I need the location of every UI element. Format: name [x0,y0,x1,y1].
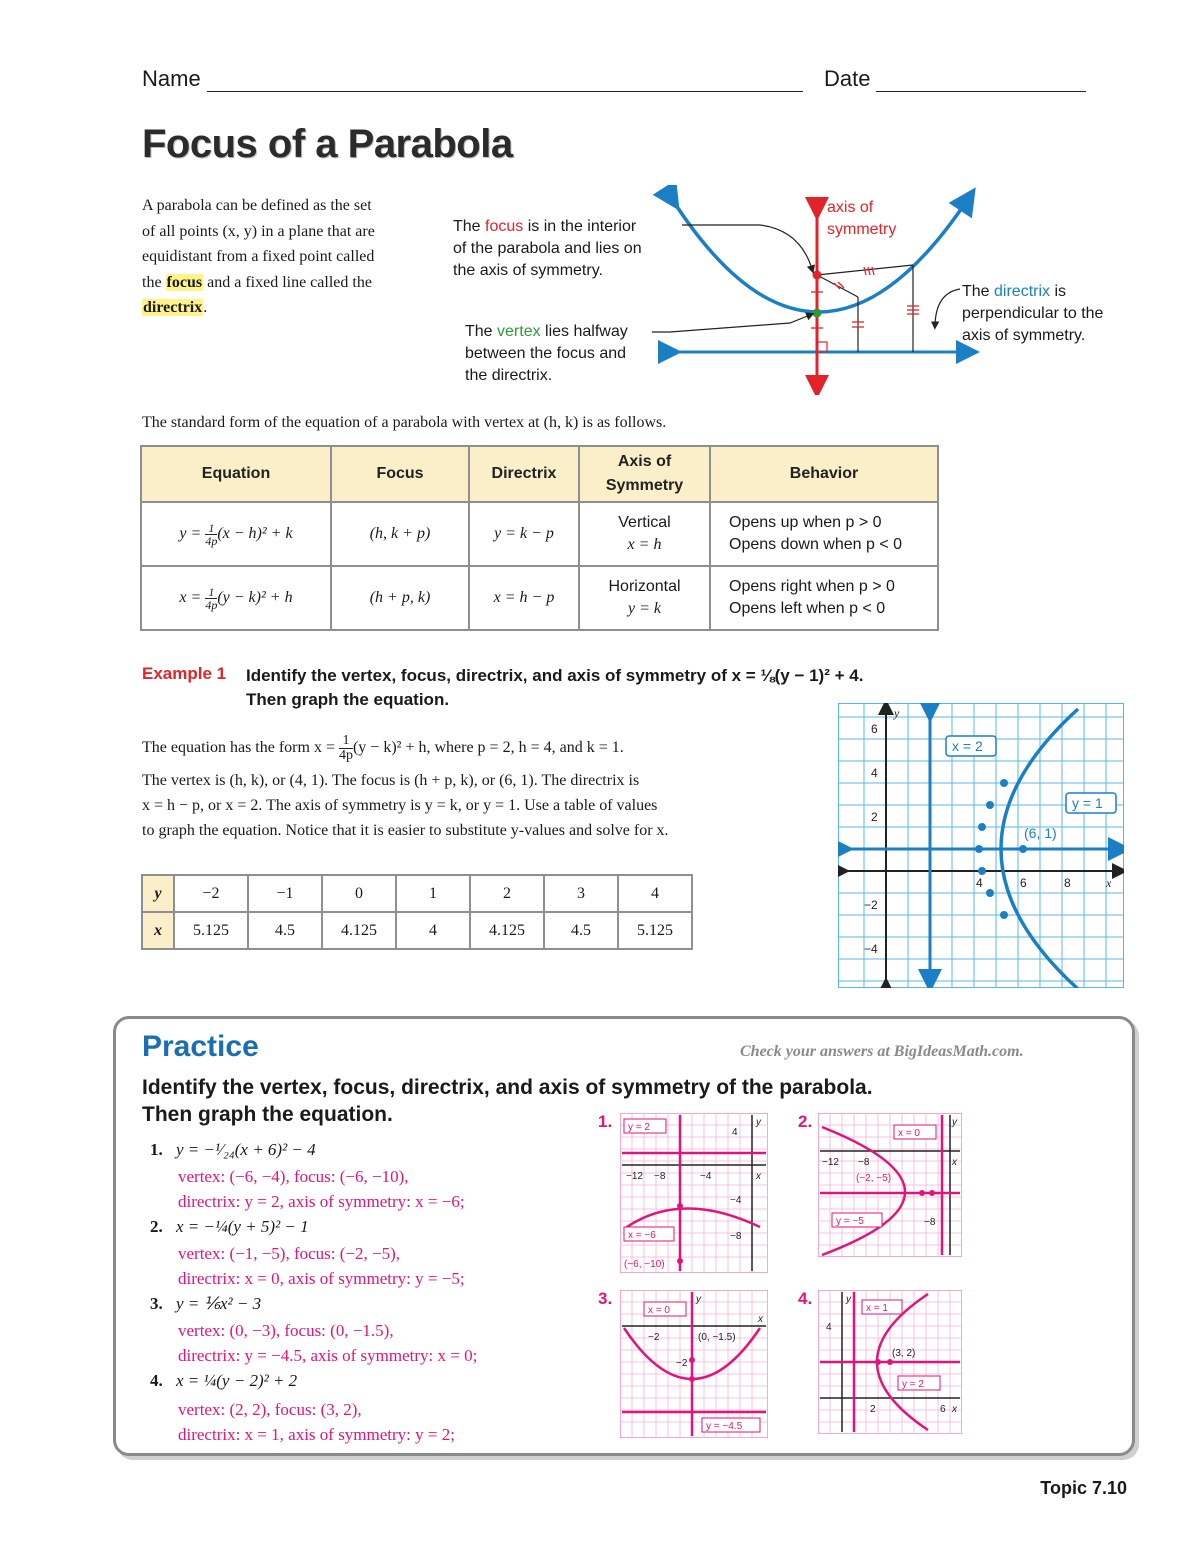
svg-text:6: 6 [940,1404,946,1415]
problem-2: 2. x = −¼(y + 5)² − 1 [150,1217,309,1236]
svg-text:4: 4 [826,1322,832,1333]
svg-text:−2: −2 [676,1358,688,1369]
date-field [824,66,1086,92]
parabola-curve [672,199,968,312]
col-axis: Axis of Symmetry [579,446,710,502]
axis-callout: axis of symmetry [827,199,897,238]
svg-text:y = 2: y = 2 [628,1122,650,1133]
svg-text:x = 0: x = 0 [648,1305,670,1316]
table-row [141,566,938,630]
graph-3-number: 3. [598,1289,613,1308]
practice-title: Practice [142,1030,259,1063]
behavior-cell: Opens right when p > 0 Opens left when p < 0 [710,566,938,630]
svg-text:y: y [696,1294,701,1305]
svg-text:x: x [758,1314,763,1325]
example-body-2: The vertex is (h, k), or (4, 1). The focus is (h + p, k), or (6, 1). The directrix is [142,772,640,789]
svg-text:−8: −8 [730,1231,742,1242]
svg-text:−2: −2 [864,898,878,912]
table-row [141,502,938,566]
svg-text:−12: −12 [822,1157,839,1168]
answer-1: vertex: (−6, −4), focus: (−6, −10), directrix: y = 2, axis of symmetry: x = −6; [178,1167,465,1211]
page-title: Focus of a Parabola [142,122,513,166]
answer-4: vertex: (2, 2), focus: (3, 2), directrix: x = 1, axis of symmetry: y = 2; [178,1400,455,1444]
practice-graph-4 [818,1290,962,1434]
values-row-y: y −2 −1 0 1 2 3 4 [142,875,692,912]
svg-text:4: 4 [871,766,878,780]
intro-text [142,193,442,321]
parabola-diagram [640,185,990,395]
svg-text:−12: −12 [626,1171,643,1182]
practice-graph-2 [818,1113,962,1257]
name-line [207,73,803,92]
svg-text:2: 2 [870,1404,876,1415]
standard-form-text: The standard form of the equation of a parabola with vertex at (h, k) is as follows. [142,414,667,431]
svg-text:−4: −4 [730,1195,742,1206]
practice-graph-1 [620,1113,768,1273]
svg-text:(3, 2): (3, 2) [892,1348,916,1359]
name-field [142,66,803,92]
col-focus: Focus [331,446,469,502]
svg-text:8: 8 [1064,876,1071,890]
svg-text:(−2, −5): (−2, −5) [856,1173,892,1184]
graph-4-number: 4. [798,1289,813,1308]
svg-text:−4: −4 [700,1171,712,1182]
focus-point [813,271,822,280]
example-graph [838,703,1124,988]
svg-text:−8: −8 [654,1171,666,1182]
problem-4: 4. x = ¼(y − 2)² + 2 [150,1371,298,1390]
axis-label: y = 1 [1072,795,1103,811]
problem-1: 1. y = −¹⁄₂₄(x + 6)² − 4 [150,1140,316,1159]
example-body-1: The equation has the form x = $\frac{1}{4p}$ (y − k)² + h, where p = 2, h = 4, and k = 1. [142,733,624,763]
axis-cell: Horizontal y = k [579,566,710,630]
behavior-cell: Opens up when p > 0 Opens down when p < 0 [710,502,938,566]
vertex-point [813,309,822,318]
svg-text:y: y [894,706,900,720]
svg-text:x = 0: x = 0 [898,1128,920,1139]
svg-text:x: x [952,1157,957,1168]
svg-text:x: x [1106,876,1112,890]
standard-form-table [140,445,939,631]
answer-3: vertex: (0, −3), focus: (0, −1.5), directrix: y = −4.5, axis of symmetry: x = 0; [178,1321,478,1365]
col-directrix: Directrix [469,446,579,502]
svg-text:−8: −8 [924,1217,936,1228]
practice-check-link[interactable]: Check your answers at BigIdeasMath.com. [740,1043,1024,1060]
intro-line-1: A parabola can be defined as the set [142,197,372,214]
focus-term: focus [166,273,203,291]
problem-3: 3. y = ⅙x² − 3 [150,1294,262,1313]
date-line [876,73,1086,92]
focus-cell: (h + p, k) [331,566,469,630]
answer-2: vertex: (−1, −5), focus: (−2, −5), directrix: x = 0, axis of symmetry: y = −5; [178,1244,465,1288]
focus-label: (6, 1) [1024,825,1057,841]
svg-text:4: 4 [732,1127,738,1138]
svg-text:y: y [756,1117,761,1128]
svg-text:−8: −8 [858,1157,870,1168]
svg-text:2: 2 [871,810,878,824]
graph-1-number: 1. [598,1112,613,1131]
directrix-cell: y = k − p [469,502,579,566]
practice-graph-3 [620,1290,768,1438]
svg-text:x = 1: x = 1 [866,1303,888,1314]
directrix-cell: x = h − p [469,566,579,630]
topic-label: Topic 7.10 [1040,1478,1127,1498]
svg-text:6: 6 [871,722,878,736]
directrix-label: x = 2 [952,738,983,754]
example-prompt: Identify the vertex, focus, directrix, and axis of symmetry of x = ⅛(y − 1)² + 4. Then graph the equation. [246,666,864,709]
svg-text:y = −4.5: y = −4.5 [706,1421,743,1432]
svg-text:−2: −2 [648,1332,660,1343]
svg-text:x: x [952,1404,957,1415]
svg-text:(−6, −10): (−6, −10) [624,1259,665,1270]
svg-text:(0, −1.5): (0, −1.5) [698,1332,736,1343]
example-label: Example 1 [142,664,227,683]
graph-2-number: 2. [798,1112,813,1131]
directrix-callout: The directrix is perpendicular to the axis of symmetry. [962,283,1104,344]
example-body-4: to graph the equation. Notice that it is easier to substitute y-values and solve for x. [142,822,669,839]
svg-text:4: 4 [976,876,983,890]
intro-line-4: the focus and a fixed line called the [142,273,372,291]
svg-text:y = 2: y = 2 [902,1379,924,1390]
values-row-x: x 5.125 4.5 4.125 4 4.125 4.5 5.125 [142,912,692,949]
focus-callout: The focus is in the interior of the parabola and lies on the axis of symmetry. [453,218,642,279]
date-label: Date [824,66,871,91]
intro-line-3: equidistant from a fixed point called [142,248,375,265]
intro-line-5: directrix. [143,299,208,316]
svg-text:x = −6: x = −6 [628,1230,656,1241]
focus-cell: (h, k + p) [331,502,469,566]
example-body-3: x = h − p, or x = 2. The axis of symmetry is y = k, or y = 1. Use a table of values [142,797,658,814]
svg-text:y = −5: y = −5 [836,1216,864,1227]
directrix-term: directrix [143,299,203,316]
axis-cell: Vertical x = h [579,502,710,566]
values-table [141,874,693,950]
vertex-callout: The vertex lies halfway between the focus and the directrix. [465,323,628,384]
col-equation: Equation [141,446,331,502]
svg-text:x: x [756,1171,761,1182]
equation-cell: x = $\frac{1}{4p}$ (y − k)² + h [141,566,331,630]
practice-instructions: Identify the vertex, focus, directrix, and axis of symmetry of the parabola. Then graph the equation. [142,1076,873,1126]
svg-text:y: y [846,1294,851,1305]
col-behavior: Behavior [710,446,938,502]
svg-text:−4: −4 [864,942,878,956]
equation-cell: y = $\frac{1}{4p}$ (x − h)² + k [141,502,331,566]
svg-text:y: y [952,1117,957,1128]
name-label: Name [142,66,201,91]
svg-text:6: 6 [1020,876,1027,890]
intro-line-2: of all points (x, y) in a plane that are [142,222,375,240]
